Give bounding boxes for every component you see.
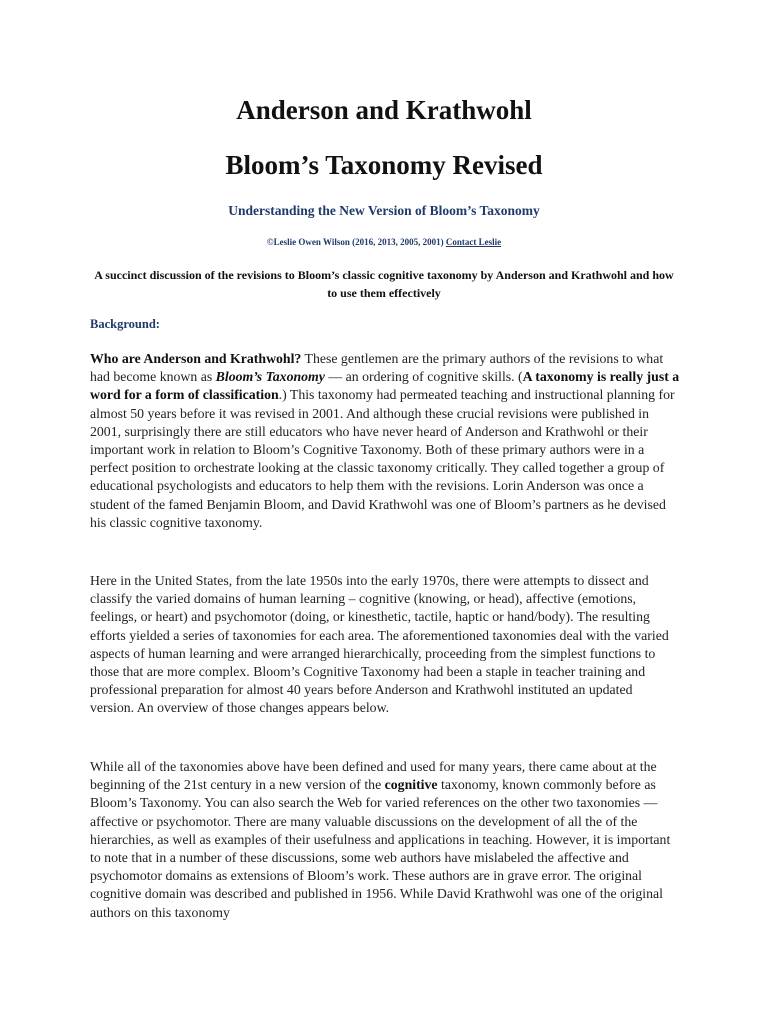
paragraph-3 — [90, 758, 680, 922]
p1-text-c: .) This taxonomy had permeated teaching and instructional planning for almost 50 years before it was revised in 2001. And although these crucial revisions were published in 2001, surprisingly there are still educators who have never heard of Anderson and Krathwohl or their important work in relation to Bloom’s Cognitive Taxonomy. Both of these primary authors were in a perfect position to orchestrate looking at the classic taxonomy critically. They called together a group of educational psychologists and educators to help them with the revisions. Lorin Anderson was once a student of the famed Benjamin Bloom, and David Krathwohl was one of Bloom’s partners as he devised his classic cognitive taxonomy. — [90, 387, 675, 530]
credit-text: ©Leslie Owen Wilson (2016, 2013, 2005, 2001) — [266, 237, 444, 247]
p1-emphasis: Bloom’s Taxonomy — [215, 369, 325, 385]
paragraph-1 — [90, 350, 680, 532]
section-heading: Background: — [90, 317, 160, 331]
p1-text-a: These gentlemen are the primary authors of the revisions to what had become known as — [90, 351, 664, 385]
subtitle: Understanding the New Version of Bloom’s Taxonomy — [228, 203, 540, 218]
summary: A succinct discussion of the revisions to Bloom’s classic cognitive taxonomy by Anderson and Krathwohl and how to use them effectively — [94, 268, 674, 300]
p1-bold: A taxonomy is really just a word for a form of classification — [90, 369, 680, 403]
p1-lead: Who are Anderson and Krathwohl? — [90, 351, 302, 366]
title-line-2: Bloom’s Taxonomy Revised — [225, 150, 543, 180]
author-credit — [0, 237, 768, 247]
p3-text-b: taxonomy, known commonly before as Bloom’s Taxonomy. You can also search the Web for varied references on the other two taxonomies — affective or psychomotor. There are many valuable discussions on the development of all the of the hierarchies, as well as examples of their usefulness and applications in teaching. However, it is important to note that in a number of these discussions, some web authors have mislabeled the affective and psychomotor domains as extensions of Bloom’s work. These authors are in grave error. The original cognitive domain was described and published in 1956. While David Krathwohl was one of the original authors on this taxonomy — [90, 777, 671, 920]
contact-link[interactable]: Contact Leslie — [445, 237, 502, 247]
p3-bold: cognitive — [384, 777, 438, 793]
p1-text-b: — an ordering of cognitive skills. ( — [324, 369, 523, 385]
p3-text-a: While all of the taxonomies above have been defined and used for many years, there came about at the beginning of the 21st century in a new version of the — [90, 759, 657, 793]
paragraph-2: Here in the United States, from the late 1950s into the early 1970s, there were attempts to dissect and classify the varied domains of human learning – cognitive (knowing, or head), affective (emotions, feelings, or heart) and psychomotor (doing, or kinesthetic, tactile, haptic or hand/body). The resulting efforts yielded a series of taxonomies for each area. The aforementioned taxonomies deal with the varied aspects of human learning and were arranged hierarchically, proceeding from the simplest functions to those that are more complex. Bloom’s Cognitive Taxonomy had been a staple in teacher training and professional preparation for almost 40 years before Anderson and Krathwohl instituted an updated version. An overview of those changes appears below. — [90, 573, 669, 716]
title-line-1: Anderson and Krathwohl — [236, 95, 532, 125]
